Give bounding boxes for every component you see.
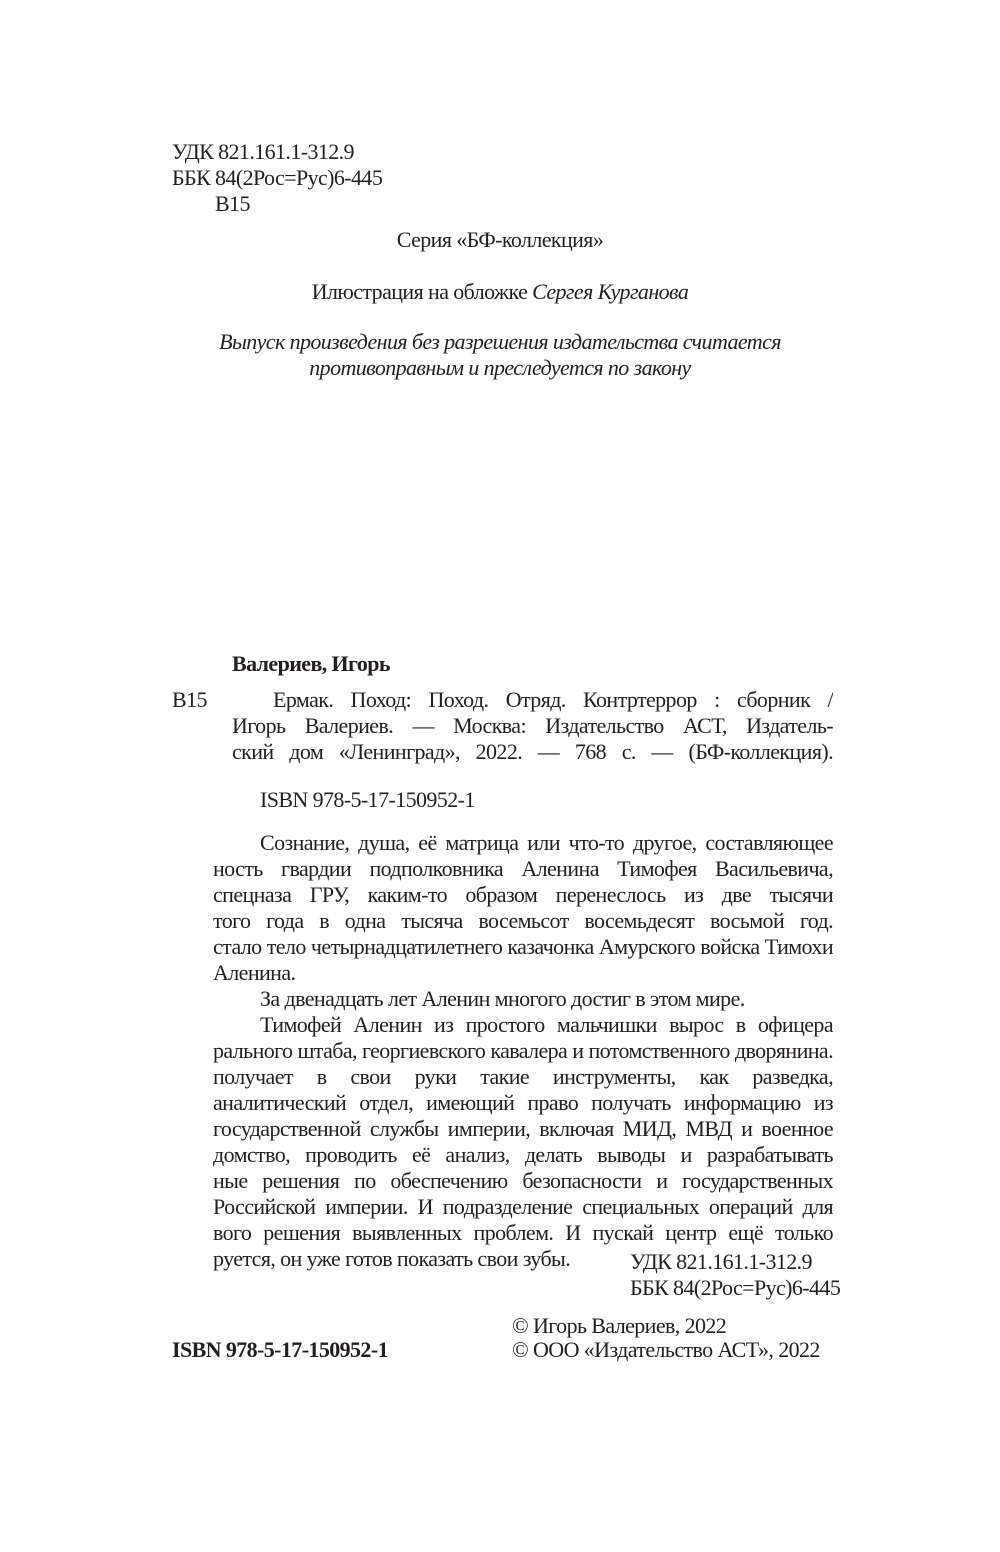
annotation-line: рального штаба, георгиевского кавалера и потомственного дворянина. — [213, 1038, 833, 1063]
illustration-prefix: Илюстрация на обложке — [311, 279, 533, 304]
bbk-code: ББК 84(2Рос=Рус)6-445 — [630, 1275, 841, 1300]
copyright-publisher: © ООО «Издательство АСТ», 2022 — [512, 1337, 820, 1362]
udk-code: УДК 821.161.1-312.9 — [172, 139, 354, 164]
isbn-bold: ISBN 978-5-17-150952-1 — [172, 1337, 388, 1362]
illustration-artist: Сергея Курганова — [532, 279, 689, 304]
description-line: ский дом «Ленинград», 2022. — 768 с. — (БФ-коллекция). — [232, 739, 833, 764]
author-mark: В15 — [215, 191, 250, 216]
copyright-author: © Игорь Валериев, 2022 — [512, 1313, 727, 1338]
annotation-line: Тимофей Аленин из простого мальчишки вырос в офицера — [260, 1012, 833, 1037]
annotation-line: домство, проводить её анализ, делать выводы и разрабатывать — [213, 1142, 833, 1167]
udk-code: УДК 821.161.1-312.9 — [630, 1249, 812, 1274]
annotation-line: ность гвардии подполковника Аленина Тимофея Васильевича, — [213, 856, 833, 881]
annotation-line: За двенадцать лет Аленин многого достиг в этом мире. — [260, 986, 745, 1011]
annotation-line: Аленина. — [213, 960, 296, 985]
annotation-line: вого решения выявленных проблем. И пускай центр ещё только — [213, 1220, 833, 1245]
annotation-line: того года в одна тысяча восемьсот восемьдесят восьмой год. — [213, 908, 833, 933]
description-line: Игорь Валериев. — Москва: Издательство АСТ, Издатель- — [232, 713, 833, 738]
author-heading: Валериев, Игорь — [232, 651, 390, 676]
author-mark: В15 — [172, 687, 207, 712]
annotation-line: стало тело четырнадцатилетнего казачонка Амурского войска Тимохи — [213, 934, 833, 959]
annotation-line: руется, он уже готов показать свои зубы. — [213, 1246, 571, 1271]
annotation-line: получает в свои руки такие инструменты, как разведка, — [213, 1064, 833, 1089]
bbk-code: ББК 84(2Рос=Рус)6-445 — [172, 165, 383, 190]
copyright-warning-line: Выпуск произведения без разрешения издательства считается — [219, 329, 781, 354]
illustration-credit — [0, 279, 1000, 305]
annotation-line: Российской империи. И подразделение специальных операций для — [213, 1194, 833, 1219]
description-line: Ермак. Поход: Поход. Отряд. Контртеррор : сборник / — [273, 687, 833, 712]
annotation-line: Сознание, душа, её матрица или что-то другое, составляющее — [260, 830, 833, 855]
copyright-warning-line: противоправным и преследуется по закону — [309, 355, 691, 380]
series-line: Серия «БФ-коллекция» — [396, 227, 604, 252]
annotation-line: спецназа ГРУ, каким-то образом перенеслось из две тысячи — [213, 882, 833, 907]
annotation-line: государственной службы империи, включая МИД, МВД и военное — [213, 1116, 833, 1141]
isbn: ISBN 978-5-17-150952-1 — [260, 787, 475, 812]
annotation-line: ные решения по обеспечению безопасности и государственных — [213, 1168, 833, 1193]
annotation-line: аналитический отдел, имеющий право получать информацию из — [213, 1090, 833, 1115]
